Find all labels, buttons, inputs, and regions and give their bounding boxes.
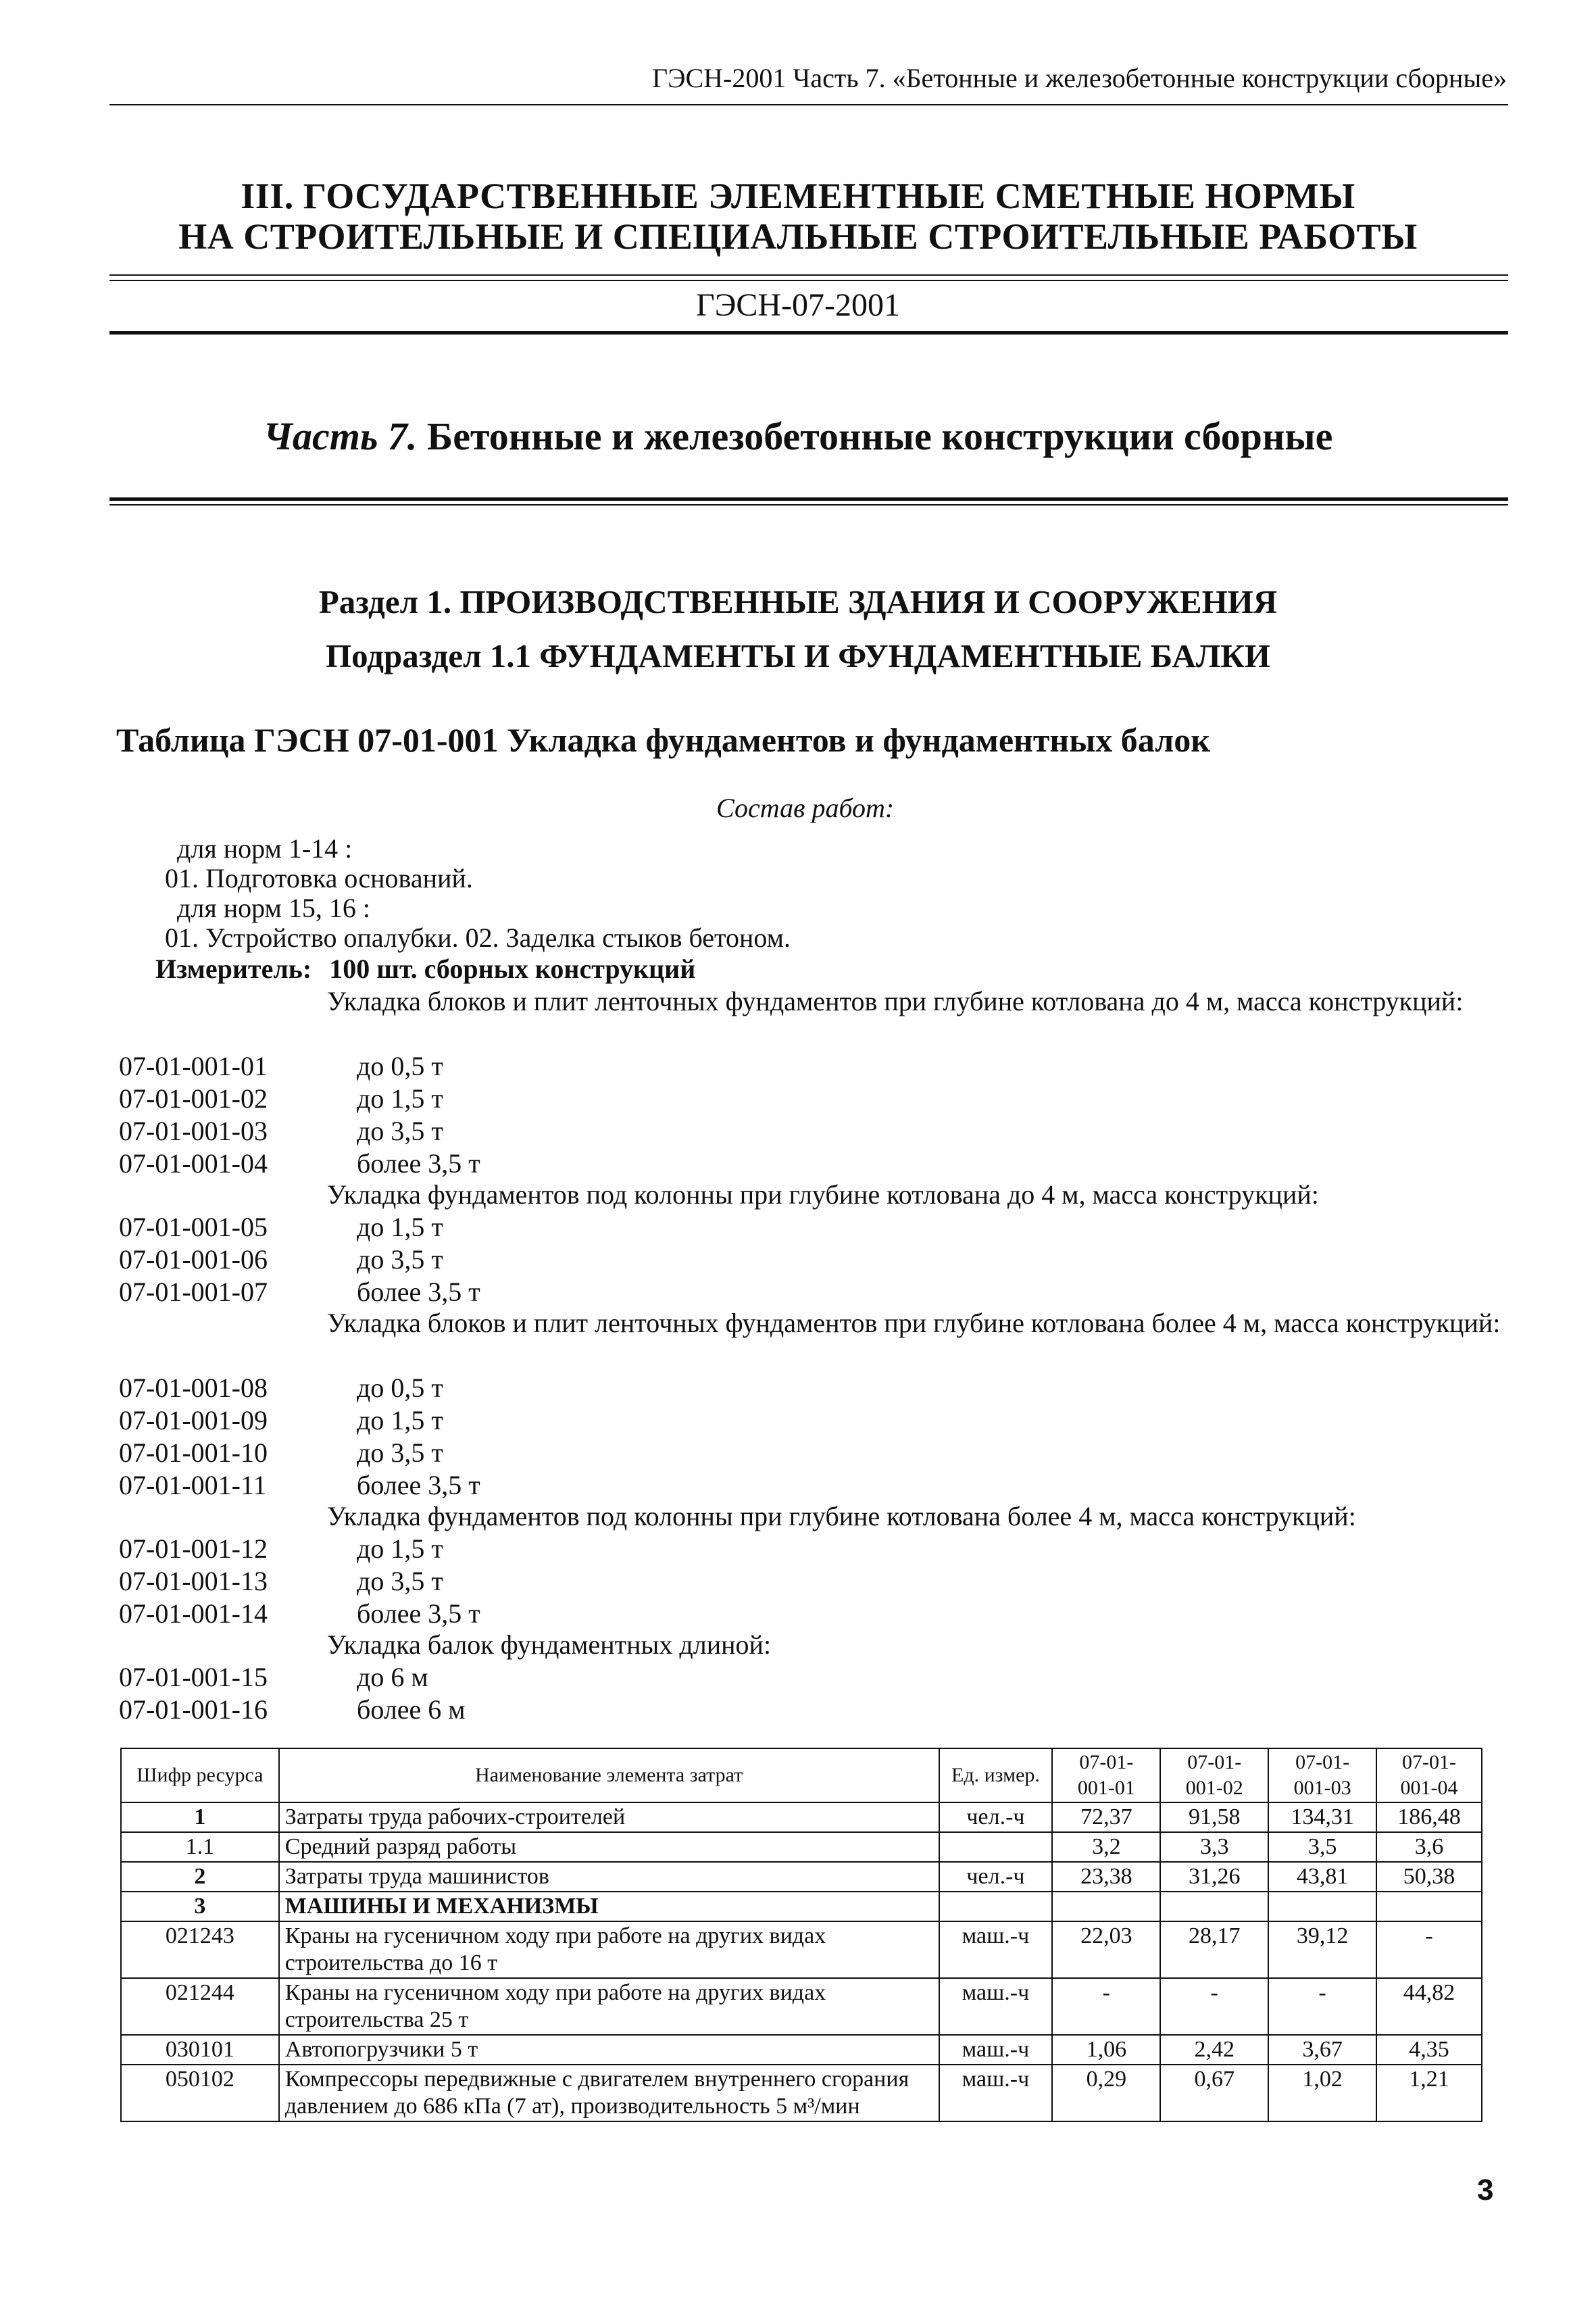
norm-code: 07-01-001-10 <box>119 1437 268 1468</box>
table-title: Таблица ГЭСН 07-01-001 Укладка фундаментов и фундаментных балок <box>116 721 1211 759</box>
table-row <box>121 1802 1482 1832</box>
cell: 1 <box>121 1802 279 1832</box>
running-header: ГЭСН-2001 Часть 7. «Бетонные и железобетонные конструкции сборные» <box>651 63 1507 93</box>
work-line: 01. Подготовка оснований. <box>165 863 473 893</box>
cell: Краны на гусеничном ходу при работе на других видах строительства 25 т <box>279 1978 939 2035</box>
norm-item: до 0,5 т <box>357 1373 443 1403</box>
cell: 134,31 <box>1268 1802 1376 1832</box>
section-heading: Раздел 1. ПРОИЗВОДСТВЕННЫЕ ЗДАНИЯ И СООРУЖЕНИЯ <box>318 583 1278 620</box>
work-heading: Состав работ: <box>716 793 895 823</box>
cell: 28,17 <box>1160 1921 1268 1978</box>
norm-code: 07-01-001-12 <box>119 1533 268 1564</box>
norm-code: 07-01-001-06 <box>119 1244 268 1275</box>
header-cell: 07-01- 001-02 <box>1160 1748 1268 1802</box>
title-rule-bottom <box>109 331 1508 335</box>
cell: 1,02 <box>1268 2065 1376 2121</box>
cell: 0,67 <box>1160 2065 1268 2121</box>
work-line: 01. Устройство опалубки. 02. Заделка стыков бетоном. <box>165 922 791 953</box>
cell: 3,3 <box>1160 1832 1268 1862</box>
cell <box>1160 1892 1268 1921</box>
cell: - <box>1160 1978 1268 2035</box>
cell: 39,12 <box>1268 1921 1376 1978</box>
part-name: Бетонные и железобетонные конструкции сборные <box>426 414 1333 458</box>
norm-code: 07-01-001-16 <box>119 1694 268 1725</box>
cell: 91,58 <box>1160 1802 1268 1832</box>
table-row <box>121 1921 1482 1978</box>
cell: Средний разряд работы <box>279 1832 939 1862</box>
table-row <box>121 2065 1482 2121</box>
header-cell: Наименование элемента затрат <box>279 1748 939 1802</box>
norm-item: более 6 м <box>357 1694 466 1725</box>
cell: 1,06 <box>1052 2035 1160 2065</box>
norm-code: 07-01-001-14 <box>119 1598 268 1629</box>
cell: 030101 <box>121 2035 279 2065</box>
cell: Автопогрузчики 5 т <box>279 2035 939 2065</box>
table-row <box>121 1892 1482 1921</box>
meter-label: Измеритель: <box>155 954 312 984</box>
header-cell: 07-01- 001-01 <box>1052 1748 1160 1802</box>
cell: чел.-ч <box>939 1802 1053 1832</box>
header-rule <box>109 104 1508 105</box>
norm-group-desc: Укладка балок фундаментных длиной: <box>327 1629 772 1660</box>
cell: 22,03 <box>1052 1921 1160 1978</box>
cell: маш.-ч <box>939 2035 1053 2065</box>
doc-code: ГЭСН-07-2001 <box>695 287 901 323</box>
cell: 050102 <box>121 2065 279 2121</box>
cell <box>1376 1892 1482 1921</box>
norm-code: 07-01-001-09 <box>119 1405 268 1435</box>
norm-code: 07-01-001-08 <box>119 1373 268 1403</box>
table-row <box>121 1832 1482 1862</box>
cell: Компрессоры передвижные с двигателем внутреннего сгорания давлением до 686 кПа (7 ат), производительность 5 м³/мин <box>279 2065 939 2121</box>
cell: 1.1 <box>121 1832 279 1862</box>
cell: 3,5 <box>1268 1832 1376 1862</box>
meter-value: 100 шт. сборных конструкций <box>329 954 696 984</box>
subsection-heading: Подраздел 1.1 ФУНДАМЕНТЫ И ФУНДАМЕНТНЫЕ БАЛКИ <box>325 637 1270 674</box>
norm-code: 07-01-001-11 <box>119 1470 267 1500</box>
cell: - <box>1052 1978 1160 2035</box>
norm-code: 07-01-001-01 <box>119 1051 268 1081</box>
norm-item: более 3,5 т <box>357 1470 480 1500</box>
norm-item: до 3,5 т <box>357 1437 443 1468</box>
cell <box>1268 1892 1376 1921</box>
table-row <box>121 2035 1482 2065</box>
cell: 44,82 <box>1376 1978 1482 2035</box>
cell: 1,21 <box>1376 2065 1482 2121</box>
cell <box>1052 1892 1160 1921</box>
part-rule-2 <box>109 504 1508 506</box>
cell: маш.-ч <box>939 2065 1053 2121</box>
main-title-line2: НА СТРОИТЕЛЬНЫЕ И СПЕЦИАЛЬНЫЕ СТРОИТЕЛЬНЫЕ РАБОТЫ <box>178 216 1418 257</box>
cell: МАШИНЫ И МЕХАНИЗМЫ <box>279 1892 939 1921</box>
cell: 3,6 <box>1376 1832 1482 1862</box>
cell: 2,42 <box>1160 2035 1268 2065</box>
part-label: Часть 7. <box>263 414 418 458</box>
norm-item: до 1,5 т <box>357 1212 443 1242</box>
main-title-line1: III. ГОСУДАРСТВЕННЫЕ ЭЛЕМЕНТНЫЕ СМЕТНЫЕ НОРМЫ <box>241 176 1355 216</box>
cell: 50,38 <box>1376 1862 1482 1892</box>
title-rule-top <box>109 274 1508 276</box>
cell: 021243 <box>121 1921 279 1978</box>
norm-item: более 3,5 т <box>357 1277 480 1307</box>
norm-item: до 3,5 т <box>357 1244 443 1275</box>
cell: 72,37 <box>1052 1802 1160 1832</box>
norm-group-desc: Укладка фундаментов под колонны при глубине котлована до 4 м, масса конструкций: <box>327 1179 1319 1210</box>
norm-code: 07-01-001-05 <box>119 1212 268 1242</box>
cell: 2 <box>121 1862 279 1892</box>
cell: Затраты труда машинистов <box>279 1862 939 1892</box>
header-cell: Шифр ресурса <box>121 1748 279 1802</box>
cell: 3 <box>121 1892 279 1921</box>
cell: - <box>1376 1921 1482 1978</box>
header-cell: 07-01- 001-03 <box>1268 1748 1376 1802</box>
work-line: для норм 15, 16 : <box>177 893 370 923</box>
norm-code: 07-01-001-07 <box>119 1277 268 1307</box>
norm-item: более 3,5 т <box>357 1148 480 1179</box>
norm-group-desc: Укладка блоков и плит ленточных фундаментов при глубине котлована до 4 м, масса конструкций: <box>327 986 1464 1016</box>
cell: 31,26 <box>1160 1862 1268 1892</box>
cell: 021244 <box>121 1978 279 2035</box>
table-header-row <box>121 1748 1482 1802</box>
cell: маш.-ч <box>939 1921 1053 1978</box>
cell: Затраты труда рабочих-строителей <box>279 1802 939 1832</box>
title-rule-top-2 <box>109 280 1508 281</box>
cell <box>939 1892 1053 1921</box>
cell: чел.-ч <box>939 1862 1053 1892</box>
norm-code: 07-01-001-13 <box>119 1566 268 1596</box>
cell: 43,81 <box>1268 1862 1376 1892</box>
cell <box>939 1832 1053 1862</box>
norm-item: более 3,5 т <box>357 1598 480 1629</box>
header-cell: Ед. измер. <box>939 1748 1053 1802</box>
cell: маш.-ч <box>939 1978 1053 2035</box>
norm-item: до 0,5 т <box>357 1051 443 1081</box>
table-row <box>121 1978 1482 2035</box>
norm-item: до 1,5 т <box>357 1533 443 1564</box>
part-title <box>0 414 1596 459</box>
cell: 3,2 <box>1052 1832 1160 1862</box>
norm-code: 07-01-001-02 <box>119 1083 268 1114</box>
resource-table <box>120 1748 1482 2122</box>
page-number: 3 <box>1477 2173 1494 2207</box>
cell: 4,35 <box>1376 2035 1482 2065</box>
cell: - <box>1268 1978 1376 2035</box>
part-rule-1 <box>109 497 1508 501</box>
cell: Краны на гусеничном ходу при работе на других видах строительства до 16 т <box>279 1921 939 1978</box>
norm-group-desc: Укладка блоков и плит ленточных фундаментов при глубине котлована более 4 м, масса конструкций: <box>327 1308 1501 1338</box>
cell: 23,38 <box>1052 1862 1160 1892</box>
norm-item: до 3,5 т <box>357 1116 443 1146</box>
cell: 0,29 <box>1052 2065 1160 2121</box>
norm-item: до 1,5 т <box>357 1083 443 1114</box>
meter-row <box>155 953 695 985</box>
norm-item: до 1,5 т <box>357 1405 443 1435</box>
cell: 3,67 <box>1268 2035 1376 2065</box>
header-cell: 07-01- 001-04 <box>1376 1748 1482 1802</box>
norm-item: до 6 м <box>357 1662 428 1692</box>
table-row <box>121 1862 1482 1892</box>
norm-code: 07-01-001-15 <box>119 1662 268 1692</box>
cell: 186,48 <box>1376 1802 1482 1832</box>
norm-group-desc: Укладка фундаментов под колонны при глубине котлована более 4 м, масса конструкций: <box>327 1501 1356 1531</box>
norm-code: 07-01-001-03 <box>119 1116 268 1146</box>
norm-code: 07-01-001-04 <box>119 1148 268 1179</box>
norm-item: до 3,5 т <box>357 1566 443 1596</box>
work-line: для норм 1-14 : <box>177 833 353 864</box>
